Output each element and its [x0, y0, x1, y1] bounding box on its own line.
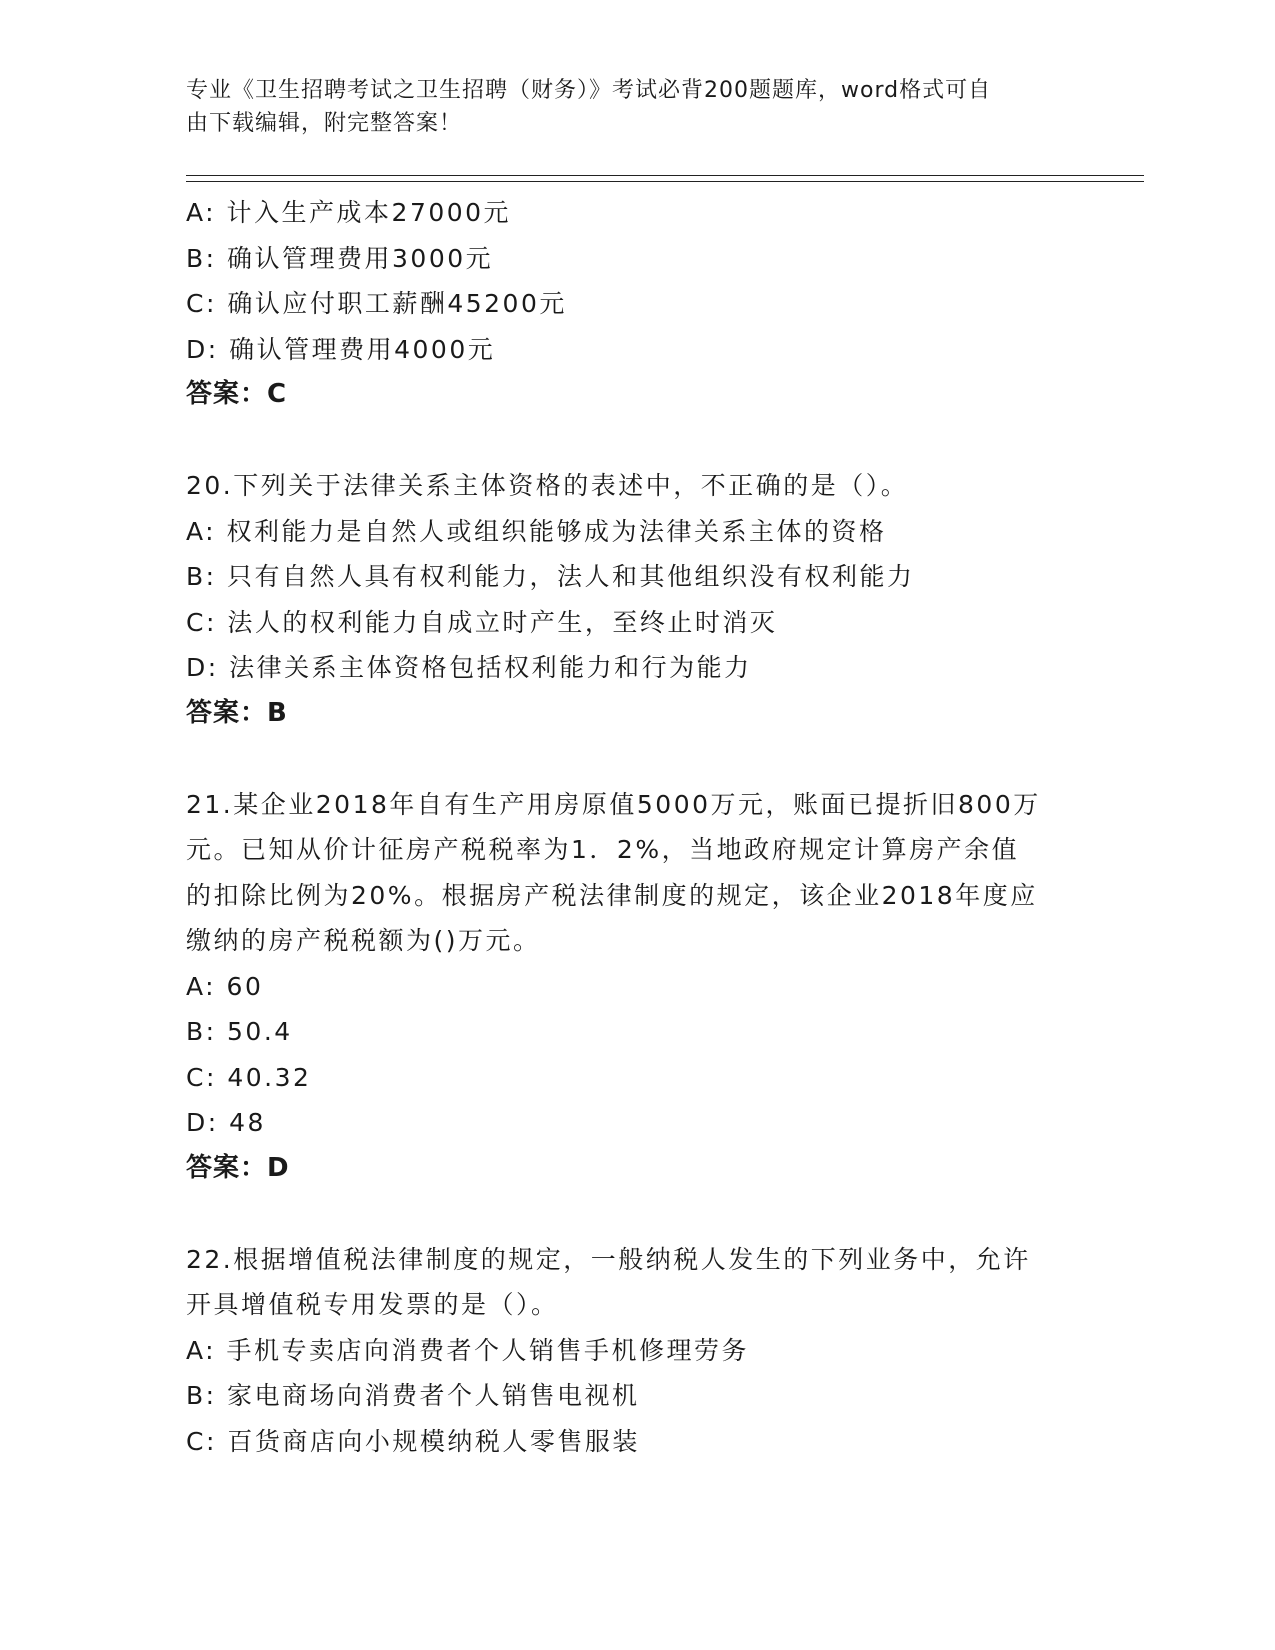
q20-option-a: A: 权利能力是自然人或组织能够成为法律关系主体的资格	[186, 516, 887, 546]
q21-option-d: D: 48	[186, 1108, 266, 1137]
q21-stem-line-1: 21.某企业2018年自有生产用房原值5000万元，账面已提折旧800万	[186, 789, 1041, 819]
q20-option-d: D: 法律关系主体资格包括权利能力和行为能力	[186, 653, 752, 682]
header-line-2: 由下载编辑，附完整答案！	[186, 111, 463, 136]
q21-option-a: A: 60	[186, 971, 264, 1001]
q22-stem-line-1: 22.根据增值税法律制度的规定，一般纳税人发生的下列业务中，允许	[186, 1244, 1031, 1274]
q21-option-b: B: 50.4	[186, 1017, 293, 1046]
questions-content	[186, 190, 1066, 1464]
q20-stem: 20.下列关于法律关系主体资格的表述中，不正确的是（）。	[186, 471, 909, 500]
header-rule-bottom	[186, 181, 1144, 182]
q19-option-b: B: 确认管理费用3000元	[186, 243, 494, 273]
q20-option-b: B: 只有自然人具有权利能力，法人和其他组织没有权利能力	[186, 562, 915, 591]
q19-option-d: D: 确认管理费用4000元	[186, 334, 496, 364]
question-22	[186, 1237, 1066, 1465]
q20-answer: 答案：B	[186, 697, 288, 728]
q21-answer: 答案：D	[186, 1152, 290, 1183]
spacer	[186, 736, 1066, 782]
q21-option-c: C: 40.32	[186, 1062, 312, 1092]
q21-stem-line-4: 缴纳的房产税税额为()万元。	[186, 926, 541, 955]
q22-option-b: B: 家电商场向消费者个人销售电视机	[186, 1381, 640, 1410]
spacer	[186, 1191, 1066, 1237]
q19-option-c: C: 确认应付职工薪酬45200元	[186, 289, 567, 318]
q19-answer: 答案：C	[186, 379, 288, 409]
question-21	[186, 782, 1066, 1192]
header-rule-top	[186, 175, 1144, 176]
q22-stem-line-2: 开具增值税专用发票的是（）。	[186, 1290, 559, 1319]
q21-stem-line-2: 元。已知从价计征房产税税率为1．2%，当地政府规定计算房产余值	[186, 835, 1020, 864]
q19-option-a: A: 计入生产成本27000元	[186, 198, 512, 227]
q21-stem-line-3: 的扣除比例为20%。根据房产税法律制度的规定，该企业2018年度应	[186, 880, 1038, 910]
spacer	[186, 418, 1066, 464]
document-header	[186, 74, 1066, 140]
question-20	[186, 463, 1066, 736]
q20-option-c: C: 法人的权利能力自成立时产生，至终止时消灭	[186, 607, 778, 637]
q22-option-c: C: 百货商店向小规模纳税人零售服装	[186, 1426, 640, 1456]
q22-option-a: A: 手机专卖店向消费者个人销售手机修理劳务	[186, 1335, 750, 1365]
question-19	[186, 190, 1066, 418]
header-line-1: 专业《卫生招聘考试之卫生招聘（财务）》考试必背200题题库，word格式可自	[186, 78, 992, 103]
